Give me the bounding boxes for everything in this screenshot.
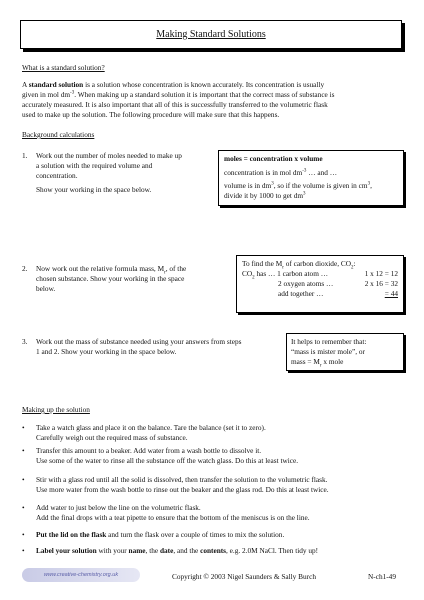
q1-note: Show your working in the space below. (36, 185, 152, 194)
concentration-unit-note: concentration is in mol $dm^{-3}$ … and … (224, 168, 338, 177)
question-2 (22, 264, 222, 294)
q1-line-3: concentration. (36, 171, 78, 180)
carbon-mass: 1 x 12 = 12 (364, 269, 398, 278)
moles-formula-box (218, 150, 404, 206)
intro-line-3: accurately measured. It is also important that all of this is successfully transferred to the volumetric flask (22, 100, 328, 109)
mnemonic-line-2: “mass is mister mole”, or (291, 347, 365, 356)
title-box (20, 20, 402, 49)
co2-row-carbon: $CO_2$ has … 1 carbon atom … 1 x 12 = 12 (242, 269, 398, 281)
q2-line-2: chosen substance. Show your working in the space (36, 274, 185, 283)
total-mass: = 44 (384, 289, 398, 298)
bullet-icon: • (22, 423, 25, 432)
co2-example-heading: To find the $M_r$ of carbon dioxide, $CO_2$: (242, 259, 356, 271)
q2-line-3: below. (36, 284, 56, 293)
bullet-icon: • (22, 446, 25, 455)
co2-mr-example-box (236, 255, 404, 313)
bullet-icon: • (22, 475, 25, 484)
question-3 (22, 337, 292, 357)
q1-line-1: Work out the number of moles needed to make up (36, 151, 182, 160)
procedure-step-5: • Put the lid on the flask and turn the flask over a couple of times to mix the solution. (22, 530, 285, 539)
standard-solution-term: standard solution (28, 80, 84, 89)
procedure-step-2: • Transfer this amount to a beaker. Add water from a wash bottle to dissolve it. Use some of the water to rinse all the substance off the watch glass. Do this at least twice. (22, 446, 299, 465)
bullet-icon: • (22, 503, 25, 512)
q2-line-1: Now work out the relative formula mass, $M_r$, of the (36, 264, 187, 276)
question-2-number: 2. (22, 264, 28, 273)
intro-line-4: used to make up the solution. The following procedure will make sure that this happens. (22, 110, 280, 119)
divide-note: divide it by 1000 to get $dm^3$ (224, 191, 306, 200)
document-code: N-ch1-49 (368, 572, 396, 581)
watermark-logo: www.creative-chemistry.org.uk (22, 568, 140, 582)
co2-row-total: add together … = 44 (278, 289, 398, 298)
oxygen-mass: 2 x 16 = 32 (364, 279, 398, 288)
co2-row-oxygen: 2 oxygen atoms … 2 x 16 = 32 (278, 279, 398, 288)
procedure-step-6: • Label your solution with your name, the date, and the contents, e.g. 2.0M NaCl. Then tidy up! (22, 546, 319, 555)
mnemonic-line-3: mass = $M_r$ x mole (291, 357, 344, 369)
moles-formula: moles = concentration x volume (224, 154, 323, 163)
mnemonic-line-1: It helps to remember that: (291, 337, 367, 346)
question-3-number: 3. (22, 337, 28, 346)
page-title: Making Standard Solutions (156, 29, 266, 40)
q3-line-1: Work out the mass of substance needed using your answers from steps (36, 337, 242, 346)
intro-heading: What is a standard solution? (22, 63, 105, 72)
question-1-number: 1. (22, 151, 28, 160)
intro-paragraph (22, 80, 412, 120)
procedure-step-3: • Stir with a glass rod until all the solid is dissolved, then transfer the solution to the volumetric flask. Use more water from the wash bottle to rinse out the beaker and the glass rod. Do this at least twice. (22, 475, 329, 494)
procedure-step-1: • Take a watch glass and place it on the balance. Tare the balance (set it to zero). Carefully weigh out the required mass of substance. (22, 423, 266, 442)
background-heading: Background calculations (22, 130, 95, 139)
volume-unit-note: volume is in $dm^3$, so if the volume is given in $cm^3$, (224, 181, 372, 190)
intro-line-2: given in mol $dm^{-3}$. When making up a standard solution it is important that the correct mass of substance is (22, 90, 335, 99)
mass-mnemonic-box (286, 333, 404, 371)
procedure-step-4: • Add water to just below the line on the volumetric flask. Add the final drops with a teat pipette to ensure that the bottom of the meniscus is on the line. (22, 503, 310, 522)
q3-line-2: 1 and 2. Show your working in the space below. (36, 347, 177, 356)
procedure-heading: Making up the solution (22, 405, 90, 414)
q1-line-2: a solution with the required volume and (36, 161, 153, 170)
copyright: Copyright © 2003 Nigel Saunders & Sally Burch (172, 572, 316, 581)
bullet-icon: • (22, 530, 25, 539)
bullet-icon: • (22, 546, 25, 555)
intro-line-1: A standard solution is a solution whose concentration is known accurately. Its concentration is usually (22, 80, 325, 89)
question-1 (22, 151, 222, 195)
